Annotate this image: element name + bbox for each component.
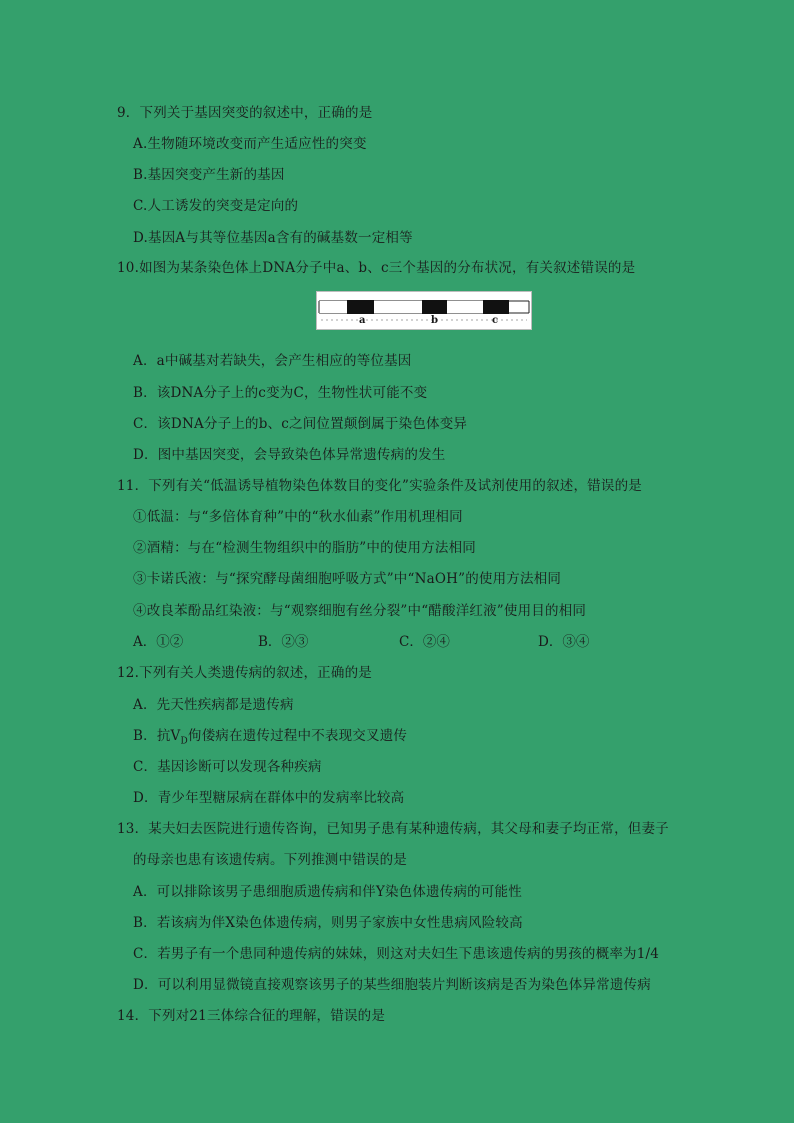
- q11-item-3: ③卡诺氏液：与“探究酵母菌细胞呼吸方式”中“NaOH”的使用方法相同: [133, 571, 562, 587]
- q12-option-b-subscript: D: [180, 736, 188, 747]
- q11-stem: 11．下列有关“低温诱导植物染色体数目的变化”实验条件及试剂使用的叙述，错误的是: [117, 478, 642, 494]
- q11-option-b: B．②③: [258, 634, 309, 650]
- q10-stem: 10.如图为某条染色体上DNA分子中a、b、c三个基因的分布状况，有关叙述错误的是: [117, 260, 636, 276]
- q12-option-c: C．基因诊断可以发现各种疾病: [133, 759, 322, 775]
- q11-item-4: ④改良苯酚品红染液：与“观察细胞有丝分裂”中“醋酸洋红液”使用目的相同: [133, 603, 587, 619]
- q11-option-a: A．①②: [133, 634, 184, 650]
- q11-option-d: D．③④: [538, 634, 590, 650]
- q12-option-b: [133, 726, 407, 752]
- dna-gene-diagram: [316, 291, 532, 330]
- q10-option-c: C．该DNA分子上的b、c之间位置颠倒属于染色体变异: [133, 416, 468, 432]
- dna-spacer: [319, 301, 347, 313]
- q13-option-c: C．若男子有一个患同种遗传病的妹妹，则这对夫妇生下患该遗传病的男孩的概率为1/4: [133, 946, 660, 962]
- dna-spacer: [374, 301, 422, 313]
- dna-spacer: [447, 301, 483, 313]
- q10-option-a: A．a中碱基对若缺失，会产生相应的等位基因: [133, 353, 412, 369]
- gene-b-segment: [422, 300, 447, 314]
- q12-option-b-prefix: B．抗V: [133, 728, 181, 744]
- gene-a-segment: [347, 300, 374, 314]
- q11-item-2: ②酒精：与在“检测生物组织中的脂肪”中的使用方法相同: [133, 540, 477, 556]
- q12-stem: 12.下列有关人类遗传病的叙述，正确的是: [117, 665, 372, 681]
- q11-item-1: ①低温：与“多倍体育种”中的“秋水仙素”作用机理相同: [133, 509, 463, 525]
- q10-option-d: D．图中基因突变，会导致染色体异常遗传病的发生: [133, 447, 446, 463]
- q11-options-row: [133, 632, 653, 652]
- gene-label-c: c: [492, 315, 499, 326]
- q13-stem-line1: 13．某夫妇去医院进行遗传咨询，已知男子患有某种遗传病，其父母和妻子均正常，但妻子: [117, 821, 669, 837]
- q12-option-a: A．先天性疾病都是遗传病: [133, 697, 294, 713]
- q9-option-d: D.基因A与其等位基因a含有的碱基数一定相等: [133, 230, 413, 246]
- q12-option-d: D．青少年型糖尿病在群体中的发病率比较高: [133, 790, 405, 806]
- dna-strand-svg: [317, 292, 531, 329]
- q9-stem: 9．下列关于基因突变的叙述中，正确的是: [117, 105, 373, 121]
- q12-option-b-suffix: 佝偻病在遗传过程中不表现交叉遗传: [187, 728, 408, 744]
- gene-label-a: a: [359, 315, 366, 326]
- q13-stem-line2: 的母亲也患有该遗传病。下列推测中错误的是: [133, 852, 407, 868]
- q14-stem: 14．下列对21三体综合征的理解，错误的是: [117, 1008, 386, 1024]
- q9-option-a: A.生物随环境改变而产生适应性的突变: [133, 136, 367, 152]
- q13-option-b: B．若该病为伴X染色体遗传病，则男子家族中女性患病风险较高: [133, 915, 523, 931]
- q9-option-c: C.人工诱发的突变是定向的: [133, 198, 299, 214]
- gene-c-segment: [483, 300, 509, 314]
- q9-option-b: B.基因突变产生新的基因: [133, 167, 285, 183]
- q13-option-a: A．可以排除该男子患细胞质遗传病和伴Y染色体遗传病的可能性: [133, 884, 522, 900]
- q10-option-b: B．该DNA分子上的c变为C，生物性状可能不变: [133, 385, 428, 401]
- q11-option-c: C．②④: [399, 634, 450, 650]
- gene-label-b: b: [431, 315, 438, 326]
- q13-option-d: D．可以利用显微镜直接观察该男子的某些细胞装片判断该病是否为染色体异常遗传病: [133, 977, 651, 993]
